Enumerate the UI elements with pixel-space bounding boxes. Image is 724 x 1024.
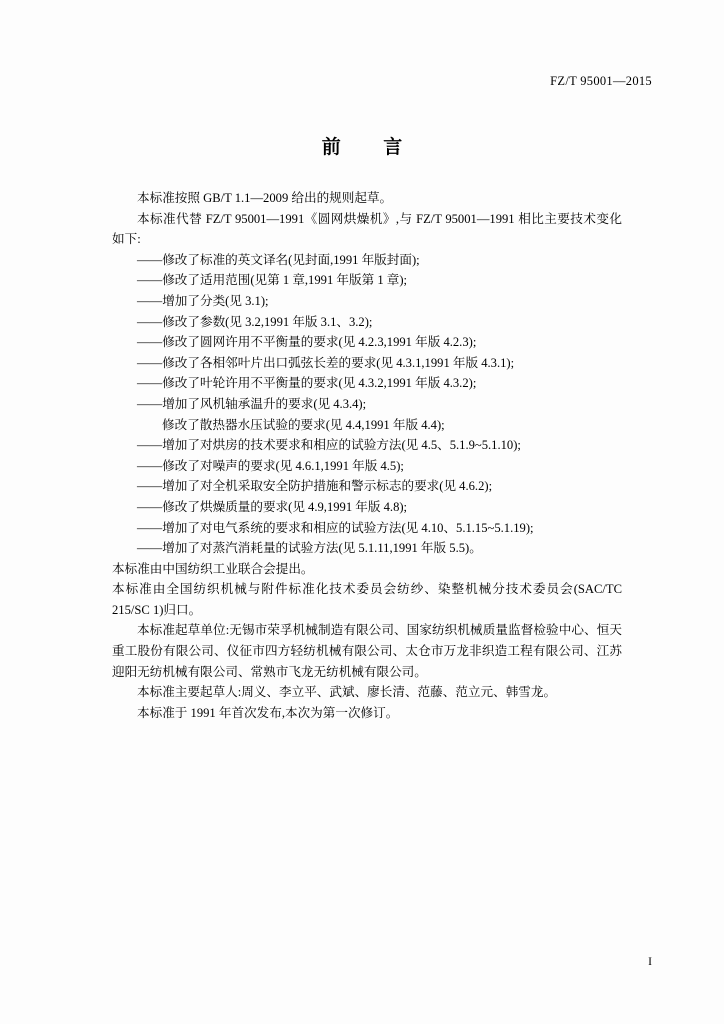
paragraph: 本标准由中国纺织工业联合会提出。 bbox=[112, 561, 314, 576]
foreword-body bbox=[112, 188, 622, 723]
paragraph: ——修改了圆网许用不平衡量的要求(见 4.2.3,1991 年版 4.2.3); bbox=[137, 335, 477, 350]
paragraph: ——增加了对电气系统的要求和相应的试验方法(见 4.10、5.1.15~5.1.19); bbox=[137, 520, 534, 535]
paragraph: 本标准起草单位:无锡市荣孚机械制造有限公司、国家纺织机械质量监督检验中心、恒天重工股份有限公司、仪征市四方轻纺机械有限公司、太仓市万龙非织造工程有限公司、江苏迎阳无纺机械有限公司、常熟市飞龙无纺机械有限公司。 bbox=[112, 623, 622, 679]
page-number: I bbox=[648, 956, 652, 968]
paragraph: ——修改了标准的英文译名(见封面,1991 年版封面); bbox=[137, 252, 420, 267]
paragraph: ——增加了对蒸汽消耗量的试验方法(见 5.1.11,1991 年版 5.5)。 bbox=[137, 541, 482, 556]
paragraph: 修改了散热器水压试验的要求(见 4.4,1991 年版 4.4); bbox=[162, 417, 445, 432]
paragraph: ——增加了对烘房的技术要求和相应的试验方法(见 4.5、5.1.9~5.1.10); bbox=[137, 438, 521, 453]
paragraph: 本标准代替 FZ/T 95001—1991《圆网烘燥机》,与 FZ/T 95001—1991 相比主要技术变化如下: bbox=[112, 211, 622, 247]
paragraph: 本标准于 1991 年首次发布,本次为第一次修订。 bbox=[137, 705, 399, 720]
paragraph: ——修改了各相邻叶片出口弧弦长差的要求(见 4.3.1,1991 年版 4.3.1); bbox=[137, 355, 515, 370]
paragraph: ——修改了对噪声的要求(见 4.6.1,1991 年版 4.5); bbox=[137, 458, 404, 473]
paragraph: ——修改了叶轮许用不平衡量的要求(见 4.3.2,1991 年版 4.3.2); bbox=[137, 376, 477, 391]
paragraph: 本标准按照 GB/T 1.1—2009 给出的规则起草。 bbox=[137, 191, 393, 205]
paragraph: ——增加了风机轴承温升的要求(见 4.3.4); bbox=[137, 396, 367, 411]
paragraph: ——修改了参数(见 3.2,1991 年版 3.1、3.2); bbox=[137, 314, 373, 329]
paragraph: 本标准主要起草人:周义、李立平、武斌、廖长清、范藤、范立元、韩雪龙。 bbox=[137, 685, 557, 700]
paragraph: ——修改了烘燥质量的要求(见 4.9,1991 年版 4.8); bbox=[137, 499, 408, 514]
paragraph: ——增加了对全机采取安全防护措施和警示标志的要求(见 4.6.2); bbox=[137, 479, 493, 494]
paragraph: ——增加了分类(见 3.1); bbox=[137, 293, 269, 308]
paragraph: 本标准由全国纺织机械与附件标准化技术委员会纺纱、染整机械分技术委员会(SAC/TC 215/SC 1)归口。 bbox=[112, 582, 622, 617]
page-header-standard-code: FZ/T 95001—2015 bbox=[550, 74, 652, 88]
paragraph: ——修改了适用范围(见第 1 章,1991 年版第 1 章); bbox=[137, 273, 408, 288]
page-title: 前 言 bbox=[321, 136, 421, 158]
